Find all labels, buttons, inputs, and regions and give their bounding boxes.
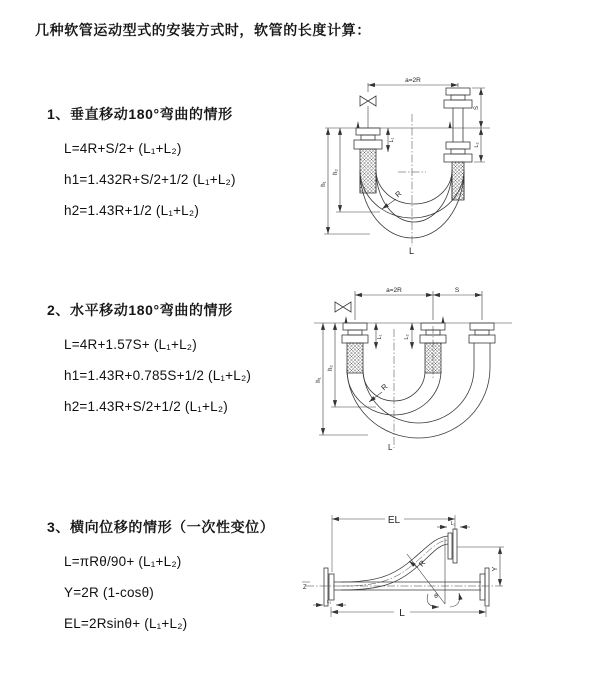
dim-label-h1: h₁ [316, 377, 322, 383]
dim-label-length: L [409, 246, 415, 256]
dim-label-stroke: S [454, 287, 460, 294]
dim-label-h1: h₁ [321, 181, 327, 187]
dim-label-span: a=2R [386, 287, 402, 294]
formula-line: L=4R+S/2+ (L₁+L₂) [64, 141, 182, 156]
dim-label-fit2: L₂ [474, 142, 480, 148]
dim-label-length: L [388, 443, 393, 452]
formula-line: L=4R+1.57S+ (L₁+L₂) [64, 337, 197, 352]
left-fitting [354, 128, 382, 193]
section-heading: 2、水平移动180°弯曲的情形 [47, 302, 233, 318]
dim-label-fit2: L₂ [404, 334, 410, 340]
formula-line: h2=1.43R+S/2+1/2 (L₁+L₂) [64, 399, 228, 414]
displaced-flange [448, 529, 457, 563]
dim-label-offset: Y [492, 566, 499, 572]
axis-mark: Z [303, 585, 307, 591]
dim-label-h2: h₂ [333, 169, 339, 175]
dim-label-radius: R [379, 381, 390, 393]
right-fitting [444, 88, 472, 200]
dim-label-radius: R [416, 558, 428, 569]
dim-label-radius: R [393, 188, 404, 200]
formula-line: Y=2R (1-cosθ) [64, 585, 155, 600]
section-vertical-movement [47, 104, 236, 226]
dim-label-fit2: L₂ [450, 521, 456, 527]
page-title: 几种软管运动型式的安装方式时，软管的长度计算： [35, 22, 371, 38]
formula-line: h2=1.43R+1/2 (L₁+L₂) [64, 203, 200, 218]
dim-label-stroke: S [474, 105, 480, 111]
dim-label-fit1: L₁ [377, 334, 383, 340]
left-fitting [342, 323, 368, 373]
straight-pipe [324, 568, 489, 606]
dim-label-length: L [399, 608, 405, 619]
formula-line: h1=1.432R+S/2+1/2 (L₁+L₂) [64, 172, 236, 187]
valve-icon [360, 96, 376, 128]
valve-icon [335, 302, 351, 312]
dim-label-h2: h₂ [328, 365, 334, 371]
formula-line: L=πRθ/90+ (L₁+L₂) [64, 554, 182, 569]
formula-line: EL=2Rsinθ+ (L₁+L₂) [64, 616, 188, 631]
section-heading: 1、垂直移动180°弯曲的情形 [47, 106, 233, 122]
dim-label-fit1: L₁ [389, 137, 395, 143]
section-horizontal-movement [47, 300, 251, 422]
diagram-vertical-180-bend [312, 72, 584, 260]
dim-label-fit1: L₁ [326, 599, 332, 604]
section-lateral-displacement [47, 517, 274, 639]
right-fitting [469, 323, 495, 343]
dim-label-span: a=2R [405, 77, 421, 84]
hose-u-bend [347, 343, 490, 438]
section-heading: 3、横向位移的情形（一次性变位） [47, 519, 275, 535]
diagram-lateral-displacement [298, 500, 600, 652]
dim-label-el: EL [387, 515, 401, 526]
diagram-horizontal-180-bend [306, 276, 600, 464]
dim-label-angle: θ [434, 593, 438, 600]
formula-line: h1=1.43R+0.785S+1/2 (L₁+L₂) [64, 368, 252, 383]
